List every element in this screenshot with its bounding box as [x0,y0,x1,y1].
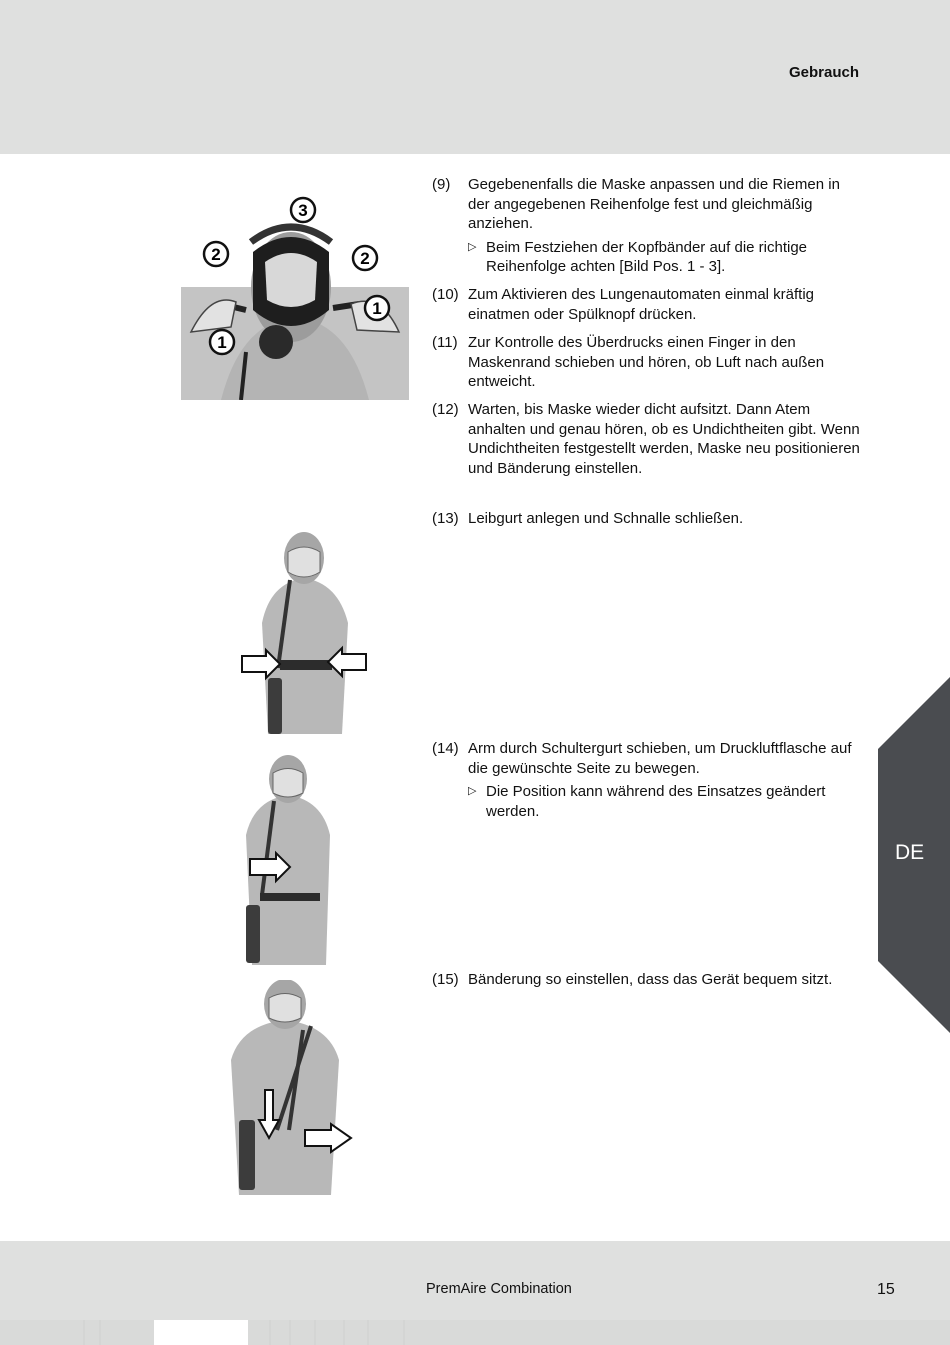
figure-mask-adjustment [181,192,409,400]
step-number: (11) [432,334,458,351]
svg-text:2: 2 [360,249,370,268]
svg-text:3: 3 [298,201,308,220]
callout-2-right [353,246,377,270]
svg-text:2: 2 [211,245,221,264]
step-text: Zum Aktivieren des Lungenautomaten einmal kräftig einatmen oder Spülknopf drücken. [468,286,815,323]
figure-adjust-straps [225,980,355,1195]
step-14 [432,739,862,821]
step-text: Warten, bis Maske wieder dicht aufsitzt. Dann Atem anhalten und genau hören, ob es Undichtheiten gibt. Wenn Undichtheiten festgestellt werden, Maske neu positionieren und Bänderung einstellen. [468,401,860,477]
callout-1-right [365,296,389,320]
step-note-text: Die Position kann während des Einsatzes geändert werden. [486,783,826,820]
step-9 [432,175,862,277]
svg-text:1: 1 [217,333,227,352]
step-number: (15) [432,971,459,988]
page-number: 15 [877,1281,895,1298]
step-text: Gegebenenfalls die Maske anpassen und die Riemen in der angegebenen Reihenfolge fest und gleichmäßig anziehen. [468,176,840,233]
step-note-text: Beim Festziehen der Kopfbänder auf die richtige Reihenfolge achten [Bild Pos. 1 - 3]. [486,238,808,276]
step-text: Leibgurt anlegen und Schnalle schließen. [468,510,744,527]
footer-registration-strip [0,1320,950,1345]
step-number: (9) [432,176,451,193]
step-note [468,238,862,277]
step-number: (14) [432,740,459,757]
callout-3 [291,198,315,222]
section-title: Gebrauch [788,64,859,81]
step-13 [432,509,862,529]
language-label: DE [895,841,925,864]
callout-1-left [210,330,234,354]
step-12 [432,400,862,478]
triangle-bullet-icon: ▷ [468,240,477,253]
step-note [468,782,862,821]
step-text: Bänderung so einstellen, dass das Gerät bequem sitzt. [468,971,833,988]
step-number: (10) [432,286,459,303]
step-15 [432,970,862,990]
callout-2-left [204,242,228,266]
step-11 [432,333,862,392]
step-number: (12) [432,401,459,418]
step-text: Zur Kontrolle des Überdrucks einen Finger in den Maskenrand schieben und hören, ob Luft nach außen entweicht. [468,334,825,391]
figure-waist-belt [240,528,370,734]
figure-shoulder-strap [240,755,340,965]
svg-text:1: 1 [372,299,382,318]
step-number: (13) [432,510,459,527]
step-10 [432,285,862,324]
triangle-bullet-icon: ▷ [468,785,477,798]
footer-product-name: PremAire Combination [426,1281,572,1297]
step-text: Arm durch Schultergurt schieben, um Druckluftflasche auf die gewünschte Seite zu bewegen. [468,740,852,777]
